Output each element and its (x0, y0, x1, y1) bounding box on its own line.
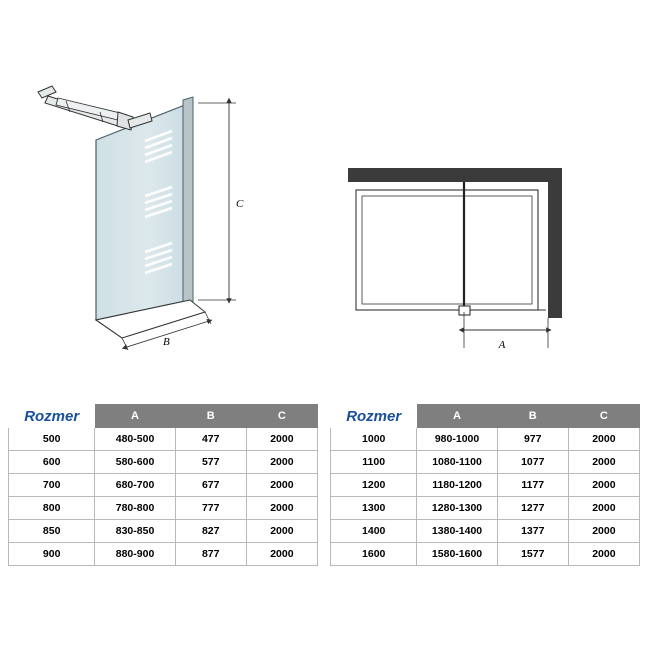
wall-profile (183, 97, 193, 306)
cell-a: 580-600 (95, 451, 175, 474)
cell-a: 1280-1300 (417, 497, 497, 520)
cell-model: 900 (9, 543, 95, 566)
cell-model: 1600 (331, 543, 417, 566)
cell-c: 2000 (568, 428, 639, 451)
spec-table-small-sizes (8, 404, 318, 566)
cell-a: 1380-1400 (417, 520, 497, 543)
label-a: A (498, 339, 506, 351)
column-header-c: C (246, 405, 317, 428)
cell-model: 500 (9, 428, 95, 451)
cell-b: 677 (175, 474, 246, 497)
table-row (9, 428, 318, 451)
table-row (9, 474, 318, 497)
cell-model: 1100 (331, 451, 417, 474)
cell-b: 1077 (497, 451, 568, 474)
table-row (331, 428, 640, 451)
shower-screen-plan-view (348, 168, 562, 351)
table-row (331, 520, 640, 543)
table-row (9, 520, 318, 543)
table-row (331, 474, 640, 497)
cell-model: 1400 (331, 520, 417, 543)
column-header-b: B (175, 405, 246, 428)
cell-model: 700 (9, 474, 95, 497)
cell-c: 2000 (246, 497, 317, 520)
spec-table (8, 404, 318, 566)
table-row (331, 451, 640, 474)
column-header-b: B (497, 405, 568, 428)
panel-fixing-block (459, 306, 470, 315)
cell-c: 2000 (246, 520, 317, 543)
cell-b: 877 (175, 543, 246, 566)
column-header-c: C (568, 405, 639, 428)
cell-b: 1377 (497, 520, 568, 543)
cell-c: 2000 (568, 497, 639, 520)
cell-a: 1080-1100 (417, 451, 497, 474)
cell-b: 777 (175, 497, 246, 520)
shower-screen-perspective-view (38, 86, 244, 350)
cell-a: 680-700 (95, 474, 175, 497)
cell-c: 2000 (246, 474, 317, 497)
cell-c: 2000 (568, 520, 639, 543)
cell-model: 600 (9, 451, 95, 474)
table-row (9, 451, 318, 474)
cell-a: 1180-1200 (417, 474, 497, 497)
cell-c: 2000 (568, 474, 639, 497)
cell-model: 1000 (331, 428, 417, 451)
spec-table (330, 404, 640, 566)
cell-model: 850 (9, 520, 95, 543)
cell-c: 2000 (246, 543, 317, 566)
column-header-a: A (417, 405, 497, 428)
glass-panel (96, 103, 190, 320)
cell-a: 980-1000 (417, 428, 497, 451)
tray-outline (356, 190, 538, 310)
table-row (9, 543, 318, 566)
table-header-row (9, 405, 318, 428)
cell-model: 1300 (331, 497, 417, 520)
cell-c: 2000 (568, 451, 639, 474)
brand-label: Rozmer (9, 405, 95, 428)
cell-b: 1277 (497, 497, 568, 520)
cell-c: 2000 (568, 543, 639, 566)
cell-b: 977 (497, 428, 568, 451)
column-header-a: A (95, 405, 175, 428)
cell-b: 1177 (497, 474, 568, 497)
label-c: C (236, 198, 244, 210)
cell-a: 780-800 (95, 497, 175, 520)
table-row (331, 497, 640, 520)
cell-b: 827 (175, 520, 246, 543)
cell-b: 477 (175, 428, 246, 451)
cell-model: 1200 (331, 474, 417, 497)
brand-label: Rozmer (331, 405, 417, 428)
specification-tables (0, 404, 650, 566)
support-bar (38, 86, 152, 130)
dimension-width-a (464, 312, 548, 351)
cell-a: 830-850 (95, 520, 175, 543)
cell-a: 480-500 (95, 428, 175, 451)
cell-c: 2000 (246, 428, 317, 451)
cell-a: 1580-1600 (417, 543, 497, 566)
label-b: B (163, 336, 170, 348)
cell-a: 880-900 (95, 543, 175, 566)
table-row (9, 497, 318, 520)
cell-model: 800 (9, 497, 95, 520)
table-header-row (331, 405, 640, 428)
table-row (331, 543, 640, 566)
cell-b: 1577 (497, 543, 568, 566)
spec-table-large-sizes (330, 404, 640, 566)
cell-b: 577 (175, 451, 246, 474)
cell-c: 2000 (246, 451, 317, 474)
dimension-height-c (198, 103, 244, 300)
tray-inner-outline (362, 196, 532, 304)
